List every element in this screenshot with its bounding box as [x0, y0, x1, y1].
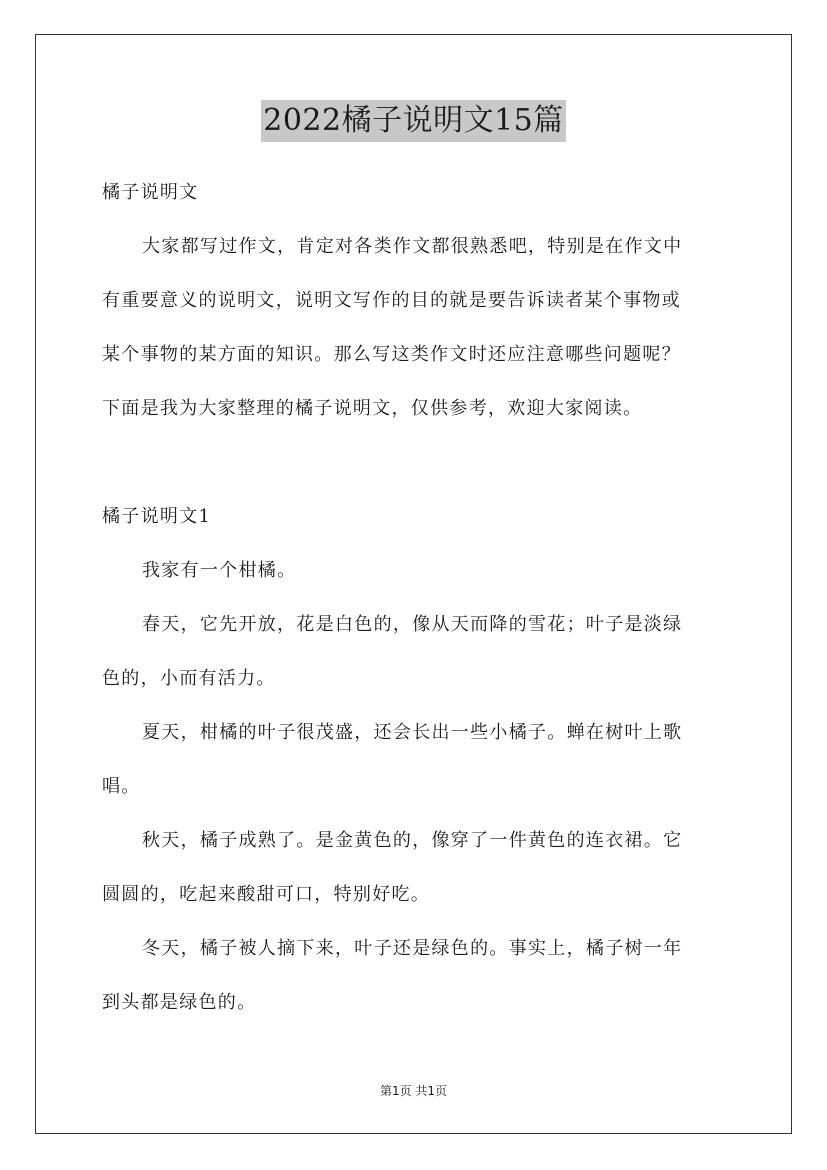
line-spacer — [102, 913, 727, 931]
text-line: 有重要意义的说明文，说明文写作的目的就是要告诉读者某个事物或 — [102, 290, 681, 311]
document-title: 2022橘子说明文15篇 — [261, 100, 566, 142]
line-spacer — [102, 697, 727, 715]
page-footer: 第1页 共1页 — [379, 1084, 448, 1098]
line-spacer — [102, 967, 727, 985]
text-line: 某个事物的某方面的知识。那么写这类作文时还应注意哪些问题呢？ — [102, 344, 681, 365]
line-spacer — [102, 589, 727, 607]
line-spacer — [102, 373, 727, 391]
text-line: 我家有一个柑橘。 — [142, 560, 297, 581]
line-spacer — [102, 319, 727, 337]
text-line: 色的，小而有活力。 — [102, 668, 276, 689]
text-line: 橘子说明文 — [102, 182, 199, 203]
text-line: 大家都写过作文，肯定对各类作文都很熟悉吧，特别是在作文中 — [142, 236, 683, 257]
text-line: 橘子说明文1 — [102, 506, 212, 527]
text-line: 夏天，柑橘的叶子很茂盛，还会长出一些小橘子。蝉在树叶上歌 — [142, 722, 683, 743]
line-spacer — [102, 427, 727, 499]
text-line: 下面是我为大家整理的橘子说明文，仅供参考，欢迎大家阅读。 — [102, 398, 643, 419]
line-spacer — [102, 265, 727, 283]
line-spacer — [102, 859, 727, 877]
text-line: 春天，它先开放，花是白色的，像从天而降的雪花；叶子是淡绿 — [142, 614, 683, 635]
document-body — [102, 175, 727, 1021]
line-spacer — [102, 643, 727, 661]
line-spacer — [102, 535, 727, 553]
line-spacer — [102, 805, 727, 823]
text-line: 冬天，橘子被人摘下来，叶子还是绿色的。事实上，橘子树一年 — [142, 938, 683, 959]
text-line: 圆圆的，吃起来酸甜可口，特别好吃。 — [102, 884, 431, 905]
line-spacer — [102, 751, 727, 769]
title-container — [0, 100, 827, 142]
text-line: 到头都是绿色的。 — [102, 992, 257, 1013]
text-line: 唱。 — [102, 776, 141, 797]
line-spacer — [102, 211, 727, 229]
text-line: 秋天，橘子成熟了。是金黄色的，像穿了一件黄色的连衣裙。它 — [142, 830, 683, 851]
